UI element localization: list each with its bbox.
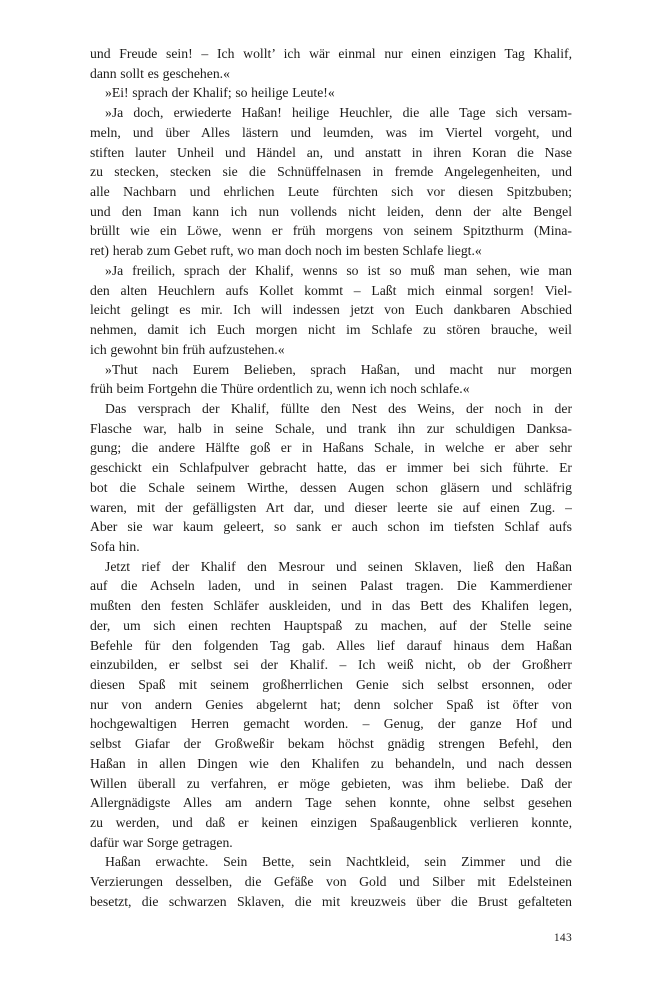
- text-line: »Ja freilich, sprach der Khalif, wenns so ist so muß man sehen, wie man: [105, 262, 572, 278]
- text-line: gung; die andere Hälfte goß er in Haßans Schale, in welche er aber sehr: [90, 440, 572, 456]
- text-line: Jetzt rief der Khalif den Mesrour und seinen Sklaven, ließ den Haßan: [105, 558, 572, 574]
- text-line: Haßan in allen Dingen wie den Khalifen zu behandeln, und nach dessen: [90, 755, 572, 771]
- text-line: brüllt wie ein Löwe, wenn er früh morgens von seinem Spitzthurm (Mina-: [90, 223, 572, 239]
- text-line: der, um sich einen rechten Hauptspaß zu machen, auf der Stelle seine: [90, 617, 572, 633]
- text-line: hochgewaltigen Herren gemacht worden. – Genug, der ganze Hof und: [90, 716, 572, 732]
- text-line: Haßan erwachte. Sein Bette, sein Nachtkleid, sein Zimmer und die: [105, 854, 572, 870]
- text-line: Flasche war, halb in seine Schale, und trank ihn zur schuldigen Danksa-: [90, 420, 572, 436]
- text-line: Verzierungen desselben, die Gefäße von Gold und Silber mit Edelsteinen: [90, 874, 572, 890]
- text-line: besetzt, die schwarzen Sklaven, die mit kreuzweis über die Brust gefalteten: [90, 893, 572, 909]
- text-line: ich gewohnt bin früh aufzustehen.«: [90, 341, 285, 357]
- text-line: zu stecken, stecken sie die Schnüffelnasen in fremde Angelegenheiten, und: [90, 164, 572, 180]
- text-line: »Ei! sprach der Khalif; so heilige Leute!«: [105, 85, 335, 101]
- text-line: mußten den festen Schläfer auskleiden, und in das Bett des Khalifen legen,: [90, 598, 572, 614]
- text-line: diesen Spaß mit seinem großherrlichen Genie sich selbst ersonnen, oder: [90, 677, 572, 692]
- text-line: Das versprach der Khalif, füllte den Nest des Weins, der noch in der: [105, 400, 572, 416]
- text-line: Willen überall zu verfahren, er möge gebieten, was ihm beliebe. Daß der: [90, 775, 572, 791]
- text-line: dann sollt es geschehen.«: [90, 65, 230, 81]
- text-line: alle Nachbarn und ehrlichen Leute fürchten sich vor diesen Spitzbuben;: [90, 184, 572, 200]
- text-line: waren, mit der gefälligsten Art dar, und dieser leerte sie auf einen Zug. –: [90, 499, 572, 515]
- text-line: Allergnädigste Alles am andern Tage sehen konnte, ohne selbst gesehen: [90, 795, 572, 811]
- text-line: und Freude sein! – Ich wollt’ ich wär einmal nur einen einzigen Tag Khalif,: [90, 46, 572, 61]
- text-line: Sofa hin.: [90, 538, 140, 554]
- text-line: »Ja doch, erwiederte Haßan! heilige Heuchler, die alle Tage sich versam-: [105, 105, 572, 121]
- text-line: »Thut nach Eurem Belieben, sprach Haßan, und macht nur morgen: [105, 361, 572, 377]
- text-block: [90, 44, 572, 912]
- text-line: dafür war Sorge getragen.: [90, 834, 233, 850]
- text-line: meln, und über Alles lästern und leumden, was im Viertel vorgeht, und: [90, 124, 572, 140]
- text-line: Aber sie war kaum geleert, so sank er auch schon im tiefsten Schlaf aufs: [90, 519, 572, 535]
- text-line: auf die Achseln laden, und in seinen Palast tragen. Die Kammerdiener: [90, 578, 572, 594]
- page-number: 143: [553, 932, 572, 944]
- text-line: bot die Schale seinem Wirthe, dessen Augen schon gläsern und schläfrig: [90, 479, 572, 495]
- text-line: und den Iman kann ich nun vollends nicht leiden, denn der alte Bengel: [90, 203, 572, 219]
- text-line: ret) herab zum Gebet ruft, wo man doch noch im besten Schlafe liegt.«: [90, 243, 482, 259]
- text-line: selbst Giafar der Großweßir bekam höchst gnädig strengen Befehl, den: [90, 736, 572, 752]
- text-line: zu werden, und daß er keinen einzigen Spaßaugenblick verlieren konnte,: [90, 815, 572, 831]
- text-line: Befehle für den folgenden Tag gab. Alles lief darauf hinaus dem Haßan: [90, 637, 572, 653]
- text-line: den alten Heuchlern aufs Kollet kommt – Laßt mich einmal sorgen! Viel-: [90, 282, 572, 298]
- text-line: einzubilden, er selbst sei der Khalif. – Ich weiß nicht, ob der Großherr: [90, 657, 572, 673]
- text-line: stiften lauter Unheil und Händel an, und anstatt in ihren Koran die Nase: [90, 144, 572, 160]
- text-line: nur von andern Genies abgelernt hat; denn solcher Spaß ist öfter von: [90, 696, 572, 712]
- text-line: geschickt ein Schlafpulver gebracht hatte, das er immer bei sich führte. Er: [90, 460, 572, 476]
- text-line: nehmen, damit ich Euch morgen nicht im Schlafe zu stören brauche, weil: [90, 322, 572, 338]
- text-line: leicht gelingt es mir. Ich will indessen jetzt von Euch dankbaren Abschied: [90, 302, 572, 318]
- text-line: früh beim Fortgehn die Thüre ordentlich zu, wenn ich noch schlafe.«: [90, 381, 470, 397]
